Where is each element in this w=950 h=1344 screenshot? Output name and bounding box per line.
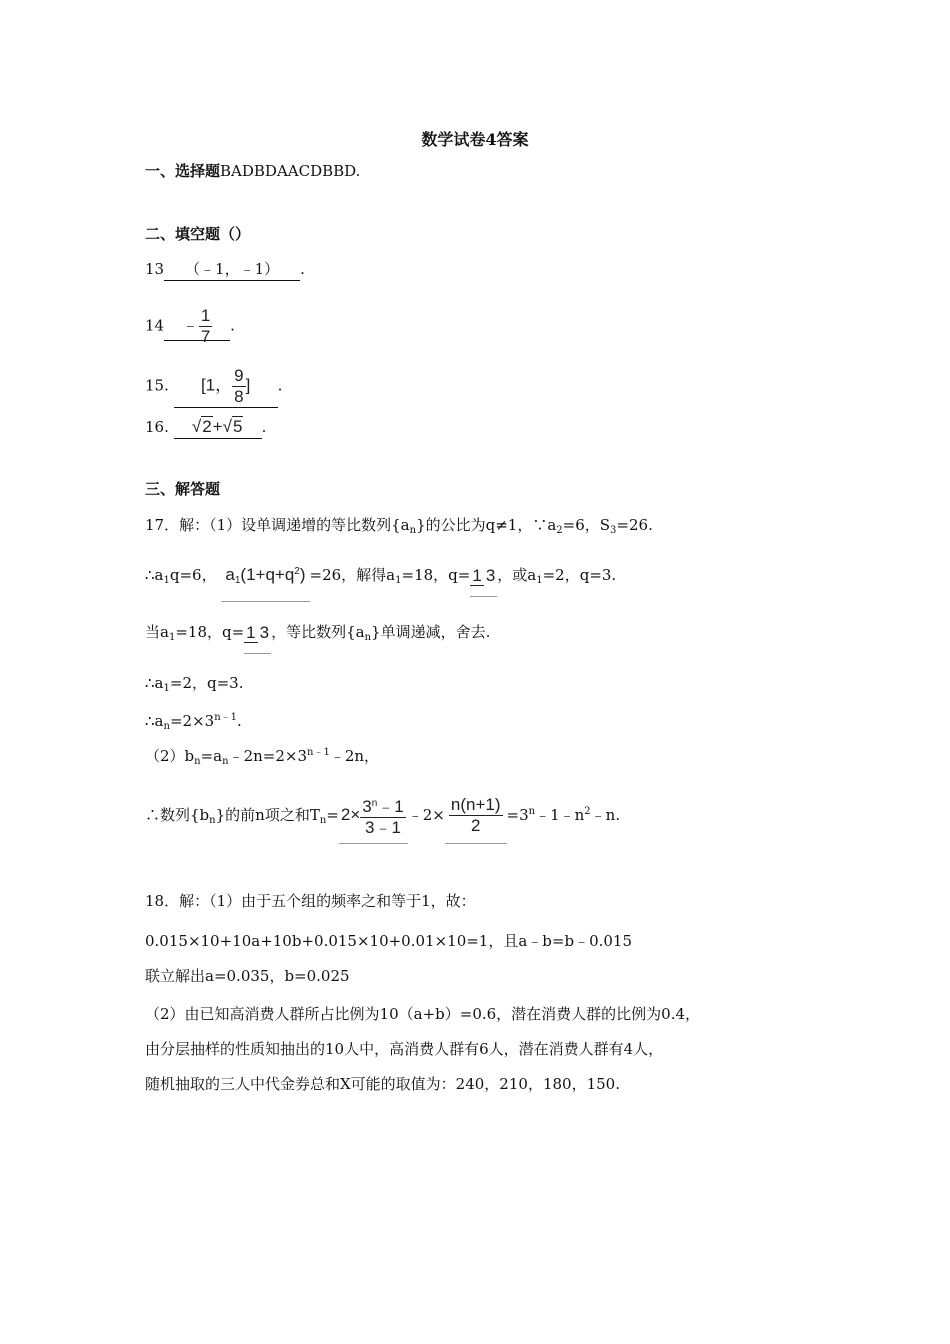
q17-line-6: $(2)b_n=a_n﹣2n=2\times 3^{n﹣1}﹣2n$， (145, 747, 380, 767)
fraction: 1 3 (244, 613, 271, 654)
answer-15: 15. [1， $\frac{9}{8}$ ] . (145, 366, 283, 406)
fraction: $\frac{n(n+1)}{2}$ (450, 795, 501, 836)
answer-blank: √2+√5 (174, 416, 262, 439)
answer-blank: （﹣1，﹣1） (164, 258, 300, 281)
answer-blank: [1， $\frac{9}{8}$ ] (174, 366, 278, 408)
formula-image: 2× $\frac{3^n﹣1}{3﹣1}$ (339, 787, 408, 844)
fraction: $\frac{1}{7}$ (200, 306, 211, 346)
fraction: 1 3 (470, 556, 497, 597)
answer-14: 14 ﹣ $\frac{1}{7}$ . (145, 306, 235, 346)
q17-line-7: ∴数列$\{b_n\}$的前n项之和$T_n= 2\times$ $\frac{3^n﹣1}{3﹣1}$ ﹣2× $\frac{n(n+1)}{2}$ $=3^n﹣1﹣n^2﹣n$. (145, 784, 620, 840)
q18-line-1: 18．解：（1）由于五个组的频率之和等于1，故： (145, 892, 476, 910)
page-title: 数学试卷4答案 (421, 130, 529, 149)
section-heading: 二、填空题（） (145, 225, 251, 243)
q18-line-5: 由分层抽样的性质知抽出的10人中，高消费人群有6人，潜在消费人群有4人， (145, 1040, 664, 1058)
choice-answers: BADBDAACDBBD. (220, 162, 361, 180)
q17-line-3: 当$a_1=18$，q= 1 3 ，等比数列$\{a_n\}$单调递减，舍去. (145, 612, 490, 652)
answer-blank: ﹣ $\frac{1}{7}$ (164, 306, 230, 341)
fraction: $\frac{9}{8}$ (234, 366, 244, 406)
formula-image: $a_1(1+q+q^2)$ (221, 552, 309, 602)
q17-line-1: 17．解：（1）设单调递增的等比数列$\{a_n\}$的公比为q≠1，$\because a_2=6$，$S_3=26$. (145, 516, 653, 536)
answer-16: 16. √2+√5 . (145, 416, 266, 439)
formula-image (445, 787, 507, 844)
section-heading: 一、选择题 (145, 162, 221, 180)
section-choice (145, 160, 360, 182)
q17-line-4: $\therefore a_1=2$，q=3. (145, 674, 244, 694)
q18-line-6: 随机抽取的三人中代金券总和X可能的取值为：240，210，180，150. (145, 1075, 620, 1093)
fraction: $\frac{3^n﹣1}{3﹣1}$ (360, 794, 406, 838)
answer-13: 13 （﹣1，﹣1） . (145, 258, 305, 281)
q18-line-4: （2）由已知高消费人群所占比例为10（a+b）=0.6，潜在消费人群的比例为0.4， (145, 1005, 701, 1023)
q17-line-2: $\therefore a_1q=6$， $a_1(1+q+q^2) =26$，解得$a_1=18$，q= 1 3 ，或$a_1=2$，q=3. (145, 552, 616, 592)
q18-line-3: 联立解出a=0.035，b=0.025 (145, 967, 350, 985)
section-heading: 三、解答题 (145, 480, 221, 498)
q18-line-2: 0.015×10+10a+10b+0.015×10+0.01×10=1，且a﹣b=b﹣0.015 (145, 932, 633, 950)
q17-line-5: $\therefore a_n=2\times 3^{n﹣1}$. (145, 712, 242, 732)
